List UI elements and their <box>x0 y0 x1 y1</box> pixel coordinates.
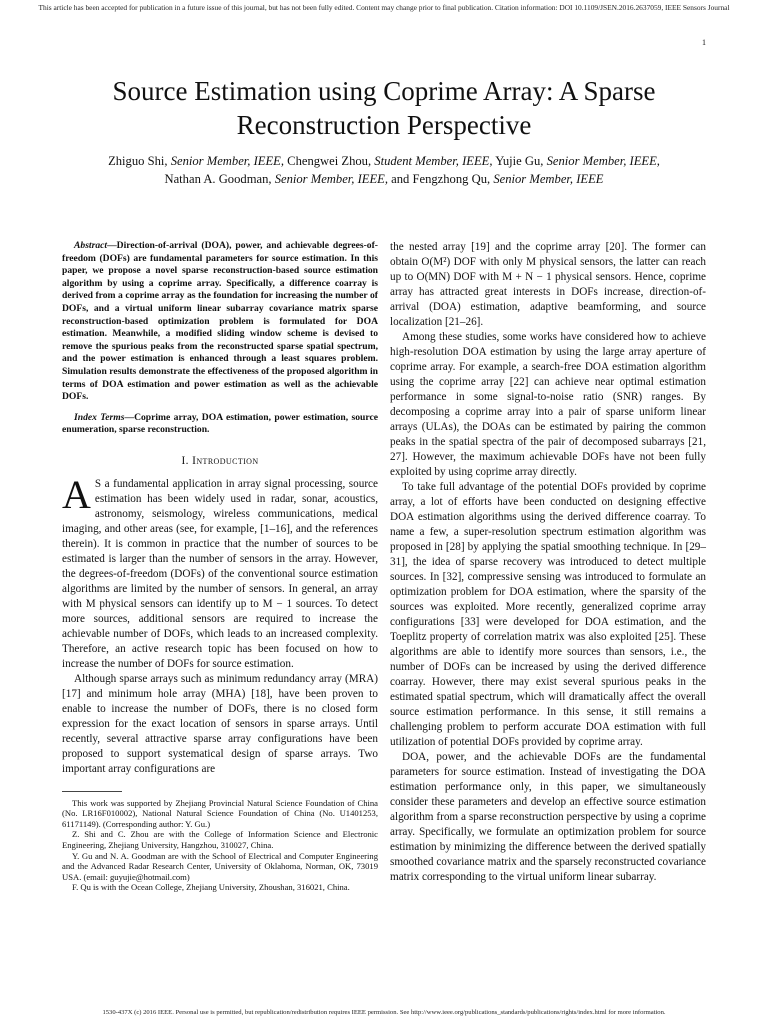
author-list <box>40 152 728 188</box>
footnote-divider <box>62 791 122 792</box>
footnote-affiliation-2: Y. Gu and N. A. Goodman are with the School of Electrical and Computer Engineering and the Advanced Radar Research Center, University of Oklahoma, Norman, OK, 73019 USA. (email: guyujie@hotmail.com) <box>62 850 378 882</box>
section-heading <box>62 455 378 469</box>
section-title: Introduction <box>192 454 259 467</box>
copyright-footer: 1530-437X (c) 2016 IEEE. Personal use is permitted, but republication/redistribution requires IEEE permission. See http://www.ieee.org/publications_standards/publications/rights/index.html for more information. <box>102 1009 666 1016</box>
body-paragraph-1: the nested array [19] and the coprime array [20]. The former can obtain O(M²) DOF with only M physical sensors, the latter can reach up to O(MN) DOF with M + N − 1 physical sensors. Hence, coprime array has attracted great interests in DOFs increase, direction-of-arrival (DOA) estimation, adaptive beamforming, and source localization [21–26]. <box>390 241 706 328</box>
intro-paragraph-1-text: S a fundamental application in array signal processing, source estimation has been widely used in radar, sonar, acoustics, astronomy, seismology, wireless communications, medical imaging, and other areas (see, for example, [1–16], and the references therein). It is common in practice that the number of sources to be estimated is larger than the number of sensors in the array. However, the degrees-of-freedom (DOFs) of the conventional source estimation algorithms are limited by the number of sensors. In general, an array with M physical sensors can identify up to M − 1 sources. To detect more sources, additional sensors are required to increase the achievable number of DOFs, which leads to an increased complexity. Therefore, an active research topic has been focused on how to increase the number of DOFs for source estimation. <box>62 477 378 670</box>
author-affiliation: Senior Member, IEEE <box>493 172 604 186</box>
author-name: Zhiguo Shi, <box>108 154 168 168</box>
body-paragraph-2: Among these studies, some works have considered how to achieve high-resolution DOA estimation by using the large array aperture of coprime array. For example, a search-free DOA estimation algorithm using the coprime array [22] can achieve near optimal estimation performance in some signal-to-noise ratio (SNR) ranges. By decomposing a coprime array into a pair of sparse uniform linear arrays (ULAs), the DOAs can be estimated by pairing the common peaks in the spatial spectra of the pair of decomposed subarrays [21, 27]. However, the maximum achievable DOFs have not been fully exploited by using coprime array directly. <box>390 331 706 478</box>
footnote-affiliation-1: Z. Shi and C. Zhou are with the College of Information Science and Electronic Engineering, Zhejiang University, Hangzhou, 310027, China. <box>62 829 378 850</box>
author-affiliation: Student Member, IEEE, <box>374 154 493 168</box>
author-name: and Fengzhong Qu, <box>391 172 491 186</box>
author-affiliation: Senior Member, IEEE, <box>170 154 285 168</box>
index-terms-text: —Coprime array, DOA estimation, power estimation, source enumeration, sparse reconstruction. <box>62 411 378 436</box>
drop-cap: A <box>62 471 91 517</box>
footnote-affiliation-3: F. Qu is with the Ocean College, Zhejiang University, Zhoushan, 316021, China. <box>72 882 350 893</box>
section-numeral: I. <box>181 454 193 467</box>
journal-banner: This article has been accepted for publication in a future issue of this journal, but has not been fully edited. Content may change prior to final publication. Citation information: DOI 10.1109/JSEN.2016.2637059, IEEE Sensors Journal <box>38 3 730 12</box>
right-column <box>390 240 706 885</box>
author-name: Nathan A. Goodman, <box>164 172 272 186</box>
author-affiliation: Senior Member, IEEE, <box>274 172 388 186</box>
abstract <box>62 240 378 404</box>
page-number: 1 <box>702 38 706 47</box>
index-terms-label: Index Terms <box>74 411 125 423</box>
abstract-text: —Direction-of-arrival (DOA), power, and achievable degrees-of-freedom (DOFs) are fundamental parameters for source estimation. In this paper, we propose a novel sparse reconstruction-based source estimation algorithm by using a coprime array. Specifically, a difference coarray is derived from a coprime array as the foundation for increasing the number of DOFs, and a virtual uniform linear subarray covariance matrix sparse reconstruction-based optimization problem is formulated for DOA estimation. Meanwhile, a modified sliding window scheme is devised to remove the spurious peaks from the reconstructed sparse spatial spectrum, and the power estimation is enhanced through a least squares problem. Simulation results demonstrate the effectiveness of the proposed algorithm in terms of DOA estimation and power estimation as well as the achievable DOFs. <box>62 240 378 403</box>
left-column <box>62 240 378 893</box>
body-paragraph-4: DOA, power, and the achievable DOFs are the fundamental parameters for source estimation. Instead of investigating the DOA estimation performance only, in this paper, we simultaneously consider these parameters and develop an effective source estimation algorithm from a sparse reconstruction perspective by using a coprime array. Specifically, we formulate an optimization problem for source estimation by minimizing the difference between the derived spatially smoothed covariance matrix and the sparsely reconstructed covariance matrix corresponding to the virtual uniform linear subarray. <box>390 751 706 883</box>
author-name: Chengwei Zhou, <box>287 154 372 168</box>
body-paragraph-3: To take full advantage of the potential DOFs provided by coprime array, a lot of efforts have been conducted on designing effective DOA estimation algorithms using the derived difference coarray. To name a few, a super-resolution spectrum estimation algorithm was proposed in [28] by applying the spatial smoothing technique. In [29–31], the idea of sparse recovery was introduced to detect multiple sources. In [32], compressive sensing was introduced to formulate an optimization problem for DOA estimation, where the sparsity of the sources was exploited. More recently, generalized coprime array configurations [33] were developed for DOA estimation, and the Toeplitz property of correlation matrix was also exploited [25]. These algorithms are able to identify more sources than sensors, i.e., the number of DOFs can be increased by using the derived difference coarray. However, there may exist several spurious peaks in the estimated spatial spectrum, which will dramatically affect the overall source estimation performance. In this sense, it still remains a challenging problem to perform accurate DOA estimation with full utilization of potential DOFs provided by coprime array. <box>390 481 706 748</box>
intro-paragraph-2: Although sparse arrays such as minimum redundancy array (MRA) [17] and minimum hole array (MHA) [18], have been proven to enable to increase the number of DOFs, there is no closed form expression for the exact location of sensors in sparse arrays. Until recently, several attractive sparse array configurations have been proposed to support systematical design of sparse arrays. Two important array configurations are <box>62 672 378 775</box>
footnote-funding: This work was supported by Zhejiang Provincial Natural Science Foundation of China (No. LR16F010002), National Natural Science Foundation of China (No. U1401253, 61171149). (Corresponding author: Y. Gu.) <box>62 797 378 829</box>
paper-title: Source Estimation using Coprime Array: A Sparse Reconstruction Perspective <box>112 76 656 140</box>
abstract-label: Abstract <box>74 240 108 251</box>
author-name: Yujie Gu, <box>495 154 544 168</box>
index-terms <box>62 412 378 437</box>
intro-paragraph-1 <box>62 471 378 672</box>
author-affiliation: Senior Member, IEEE, <box>546 154 660 168</box>
